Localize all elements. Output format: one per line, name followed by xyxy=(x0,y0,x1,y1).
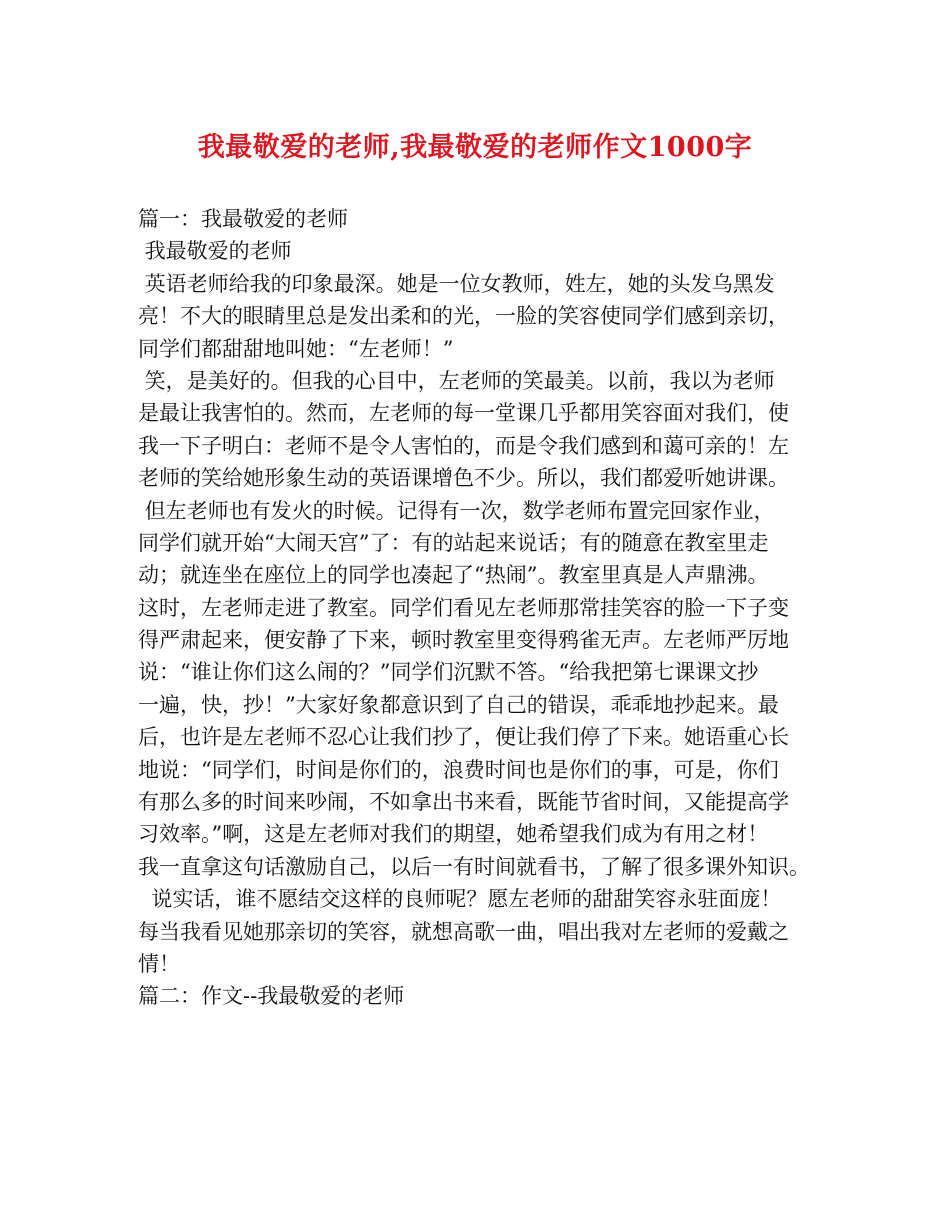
body-line: 篇一：我最敬爱的老师 xyxy=(138,207,348,231)
body-line: 习效率。”啊，这是左老师对我们的期望，她希望我们成为有用之材！ xyxy=(138,822,769,847)
body-line: 我一下子明白：老师不是令人害怕的，而是令我们感到和蔼可亲的！左 xyxy=(138,433,789,458)
body-line: 后，也许是左老师不忍心让我们抄了，便让我们停了下来。她语重心长 xyxy=(138,725,789,750)
body-line: 同学们就开始“大闹天宫”了：有的站起来说话；有的随意在教室里走 xyxy=(138,530,769,555)
body-line: 说：“谁让你们这么闹的？”同学们沉默不答。“给我把第七课课文抄 xyxy=(138,660,759,685)
body-line: 老师的笑给她形象生动的英语课增色不少。所以，我们都爱听她讲课。 xyxy=(138,466,789,491)
body-line: 亮！不大的眼睛里总是发出柔和的光，一脸的笑容使同学们感到亲切， xyxy=(138,304,789,329)
body-line: 笑，是美好的。但我的心目中，左老师的笑最美。以前，我以为老师 xyxy=(138,368,775,393)
body-line: 说实话，谁不愿结交这样的良师呢？愿左老师的甜甜笑容永驻面庞！ xyxy=(138,887,782,912)
body-line: 我最敬爱的老师 xyxy=(138,239,292,264)
body-line: 英语老师给我的印象最深。她是一位女教师，姓左，她的头发乌黑发 xyxy=(138,271,775,296)
body-line: 动；就连坐在座位上的同学也凑起了“热闹”。教室里真是人声鼎沸。 xyxy=(138,563,769,588)
body-line: 但左老师也有发火的时候。记得有一次，数学老师布置完回家作业， xyxy=(138,498,775,523)
document-body xyxy=(138,203,828,1013)
body-line: 这时，左老师走进了教室。同学们看见左老师那常挂笑容的脸一下子变 xyxy=(138,595,789,620)
body-line: 每当我看见她那亲切的笑容，就想高歌一曲，唱出我对左老师的爱戴之 xyxy=(138,919,789,944)
body-line: 我一直拿这句话激励自己，以后一有时间就看书，了解了很多课外知识。 xyxy=(138,854,810,879)
body-line: 得严肃起来，便安静了下来，顿时教室里变得鸦雀无声。左老师严厉地 xyxy=(138,628,789,653)
body-line: 地说：“同学们，时间是你们的，浪费时间也是你们的事，可是，你们 xyxy=(138,757,779,782)
body-line: 情！ xyxy=(138,951,180,976)
body-line: 是最让我害怕的。然而，左老师的每一堂课几乎都用笑容面对我们，使 xyxy=(138,401,789,426)
body-line: 一遍，快，抄！”大家好象都意识到了自己的错误，乖乖地抄起来。最 xyxy=(138,692,779,717)
section-heading: 篇二：作文--我最敬爱的老师 xyxy=(138,984,405,1009)
body-line: 同学们都甜甜地叫她：“左老师！” xyxy=(138,336,454,361)
document-title: 我最敬爱的老师,我最敬爱的老师作文1000字 xyxy=(197,132,753,163)
body-line: 有那么多的时间来吵闹，不如拿出书来看，既能节省时间，又能提高学 xyxy=(138,790,789,815)
